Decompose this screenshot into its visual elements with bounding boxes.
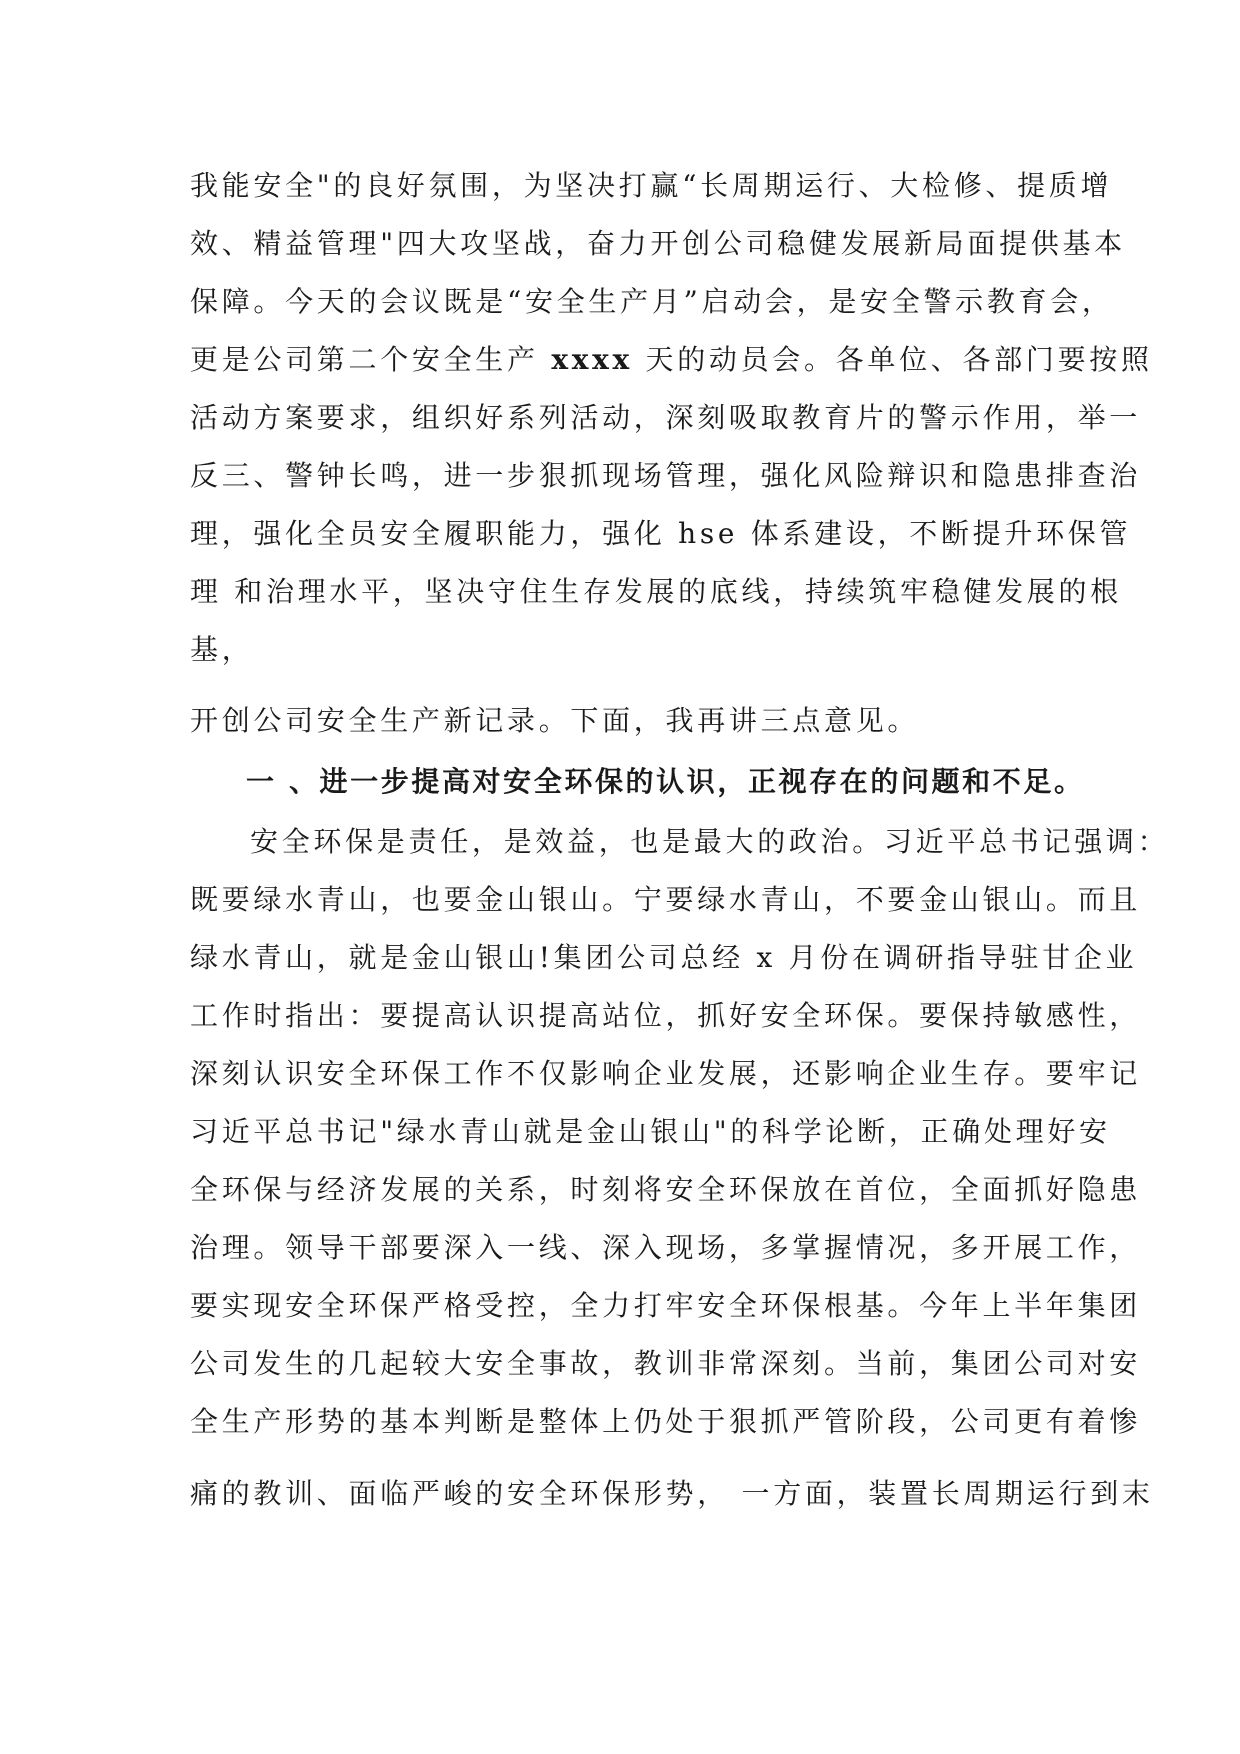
body-text-line: 要实现安全环保严格受控，全力打牢安全环保根基。今年上半年集团: [190, 1289, 1142, 1322]
body-text-line: 理，强化全员安全履职能力，强化 hse 体系建设，不断提升环保管: [190, 517, 1132, 550]
body-text-line: 痛的教训、面临严峻的安全环保形势， 一方面，装置长周期运行到末: [190, 1477, 1154, 1510]
body-text-line: 效、精益管理"四大攻坚战，奋力开创公司稳健发展新局面提供基本: [190, 227, 1126, 260]
body-text-segment: 天的动员会。各单位、各部门要按照: [632, 343, 1153, 376]
body-text-line: 绿水青山，就是金山银山!集团公司总经 x 月份在调研指导驻甘企业: [190, 941, 1138, 974]
body-text-line: [190, 340, 1153, 380]
body-text-line: 基，: [190, 633, 254, 666]
body-text-line: 安全环保是责任，是效益，也是最大的政治。习近平总书记强调：: [250, 825, 1170, 858]
placeholder-number: xxxx: [551, 343, 633, 376]
body-text-line: 保障。今天的会议既是“安全生产月”启动会，是安全警示教育会，: [190, 285, 1114, 318]
body-text-line: 全生产形势的基本判断是整体上仍处于狠抓严管阶段，公司更有着惨: [190, 1405, 1142, 1438]
body-text-line: 既要绿水青山，也要金山银山。宁要绿水青山，不要金山银山。而且: [190, 883, 1142, 916]
body-text-line: 全环保与经济发展的关系，时刻将安全环保放在首位，全面抓好隐患: [190, 1173, 1142, 1206]
body-text-line: 治理。领导干部要深入一线、深入现场，多掌握情况，多开展工作，: [190, 1231, 1142, 1264]
body-text-line: 习近平总书记"绿水青山就是金山银山"的科学论断，正确处理好安: [190, 1115, 1111, 1148]
body-text-line: 我能安全"的良好氛围，为坚决打赢“长周期运行、大检修、提质增: [190, 169, 1113, 202]
body-text-line: 工作时指出：要提高认识提高站位，抓好安全环保。要保持敏感性，: [190, 999, 1142, 1032]
body-text-line: 深刻认识安全环保工作不仅影响企业发展，还影响企业生存。要牢记: [190, 1057, 1142, 1090]
body-text-line: 公司发生的几起较大安全事故，教训非常深刻。当前，集团公司对安: [190, 1347, 1142, 1380]
body-text-line: 反三、警钟长鸣，进一步狠抓现场管理，强化风险辩识和隐患排查治: [190, 459, 1142, 492]
body-text-line: 活动方案要求，组织好系列活动，深刻吸取教育片的警示作用，举一: [190, 401, 1142, 434]
body-text-line: 理 和治理水平，坚决守住生存发展的底线，持续筑牢稳健发展的根: [190, 575, 1122, 608]
body-text-line: 开创公司安全生产新记录。下面，我再讲三点意见。: [190, 704, 920, 737]
body-text-segment: 更是公司第二个安全生产: [190, 343, 552, 376]
section-heading: 一 、进一步提高对安全环保的认识，正视存在的问题和不足。: [246, 765, 1085, 798]
